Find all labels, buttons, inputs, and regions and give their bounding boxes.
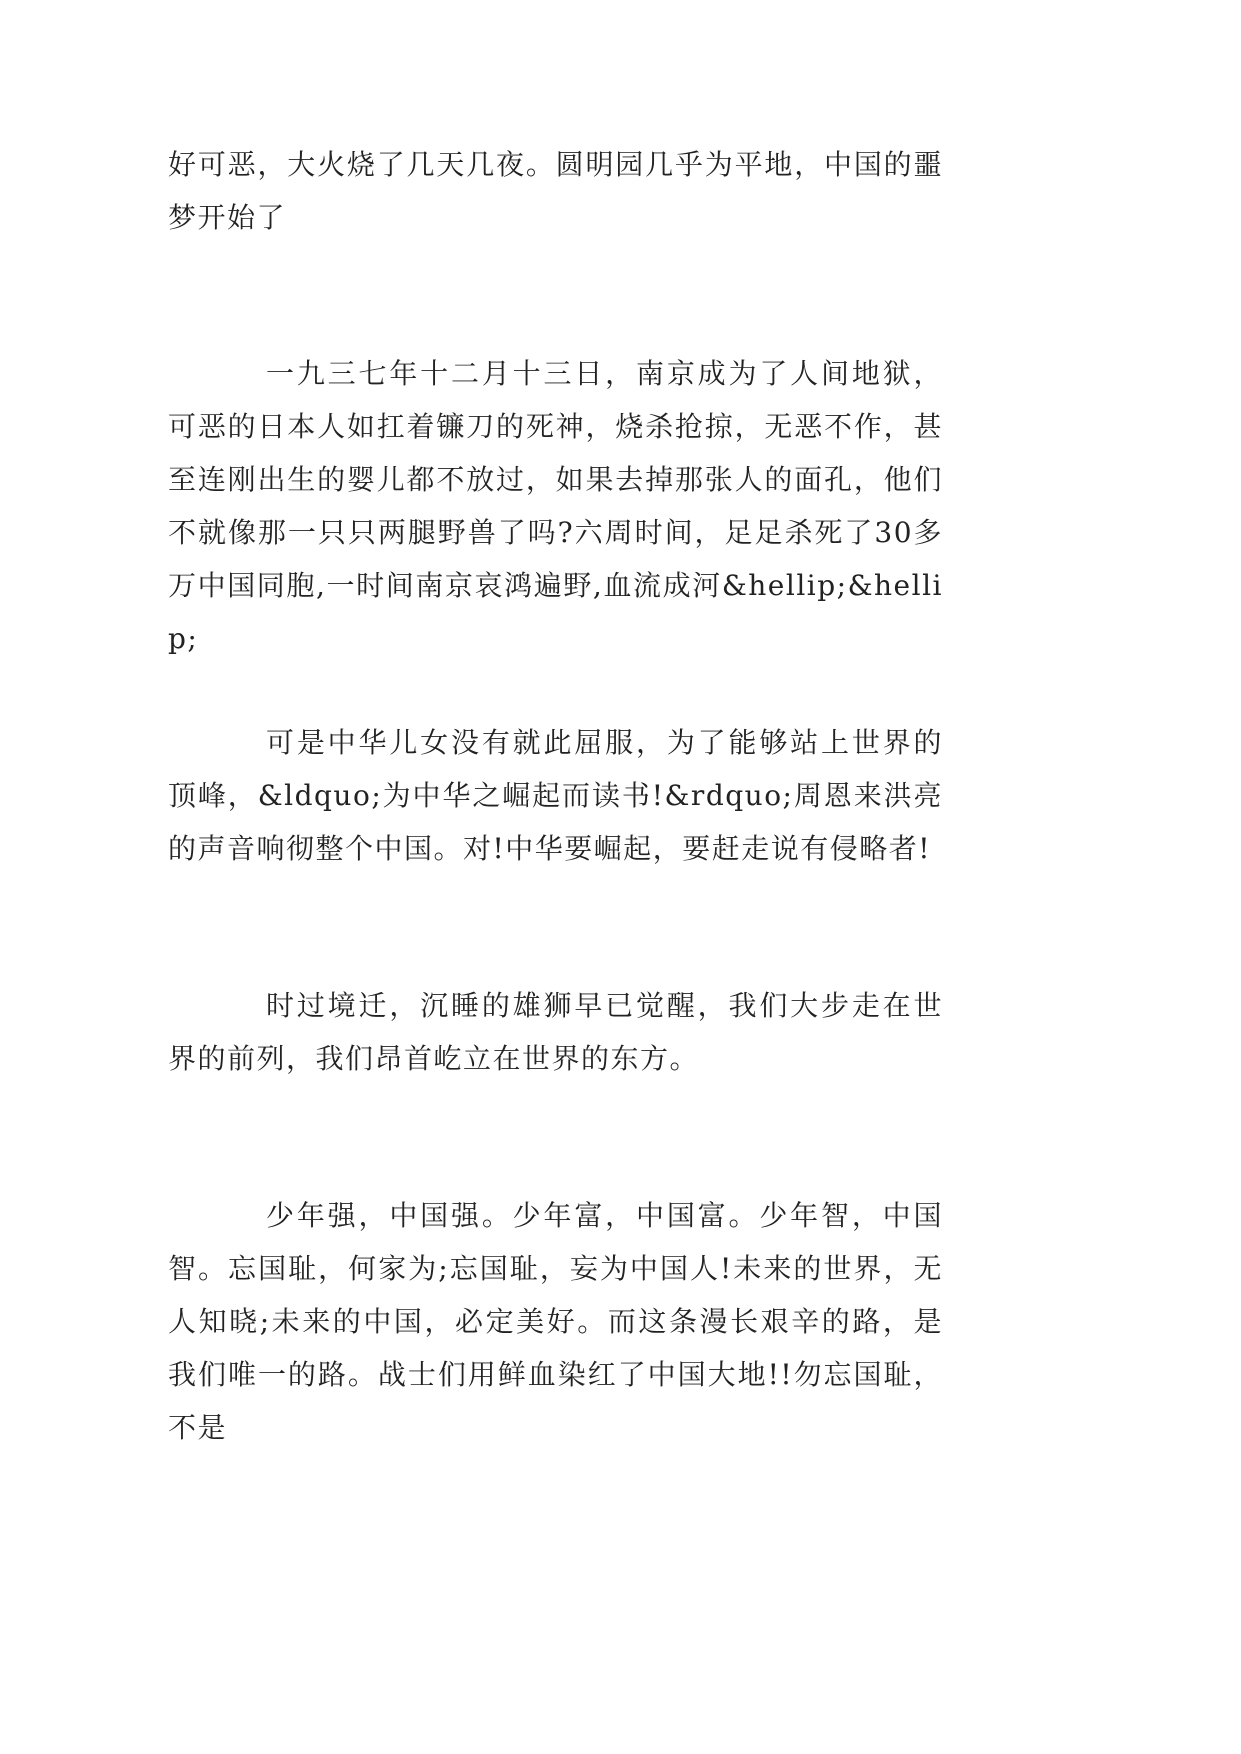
paragraph-4: 时过境迁，沉睡的雄狮早已觉醒，我们大步走在世界的前列，我们昂首屹立在世界的东方。: [168, 989, 943, 1075]
paragraph-2: 一九三七年十二月十三日，南京成为了人间地狱，可恶的日本人如扛着镰刀的死神，烧杀抢掠，无恶不作，甚至连刚出生的婴儿都不放过，如果去掉那张人的面孔，他们不就像那一只只两腿野兽了吗?六周时间，足足杀死了30多万中国同胞,一时间南京哀鸿遍野,血流成河&hellip;&hellip;: [168, 357, 943, 655]
paragraph-1: 好可恶，大火烧了几天几夜。圆明园几乎为平地，中国的噩梦开始了: [168, 148, 943, 234]
paragraph-3: 可是中华儿女没有就此屈服，为了能够站上世界的顶峰，&ldquo;为中华之崛起而读书!&rdquo;周恩来洪亮的声音响彻整个中国。对!中华要崛起，要赶走说有侵略者!: [168, 726, 943, 865]
paragraph-5: 少年强，中国强。少年富，中国富。少年智，中国智。忘国耻，何家为;忘国耻，妄为中国人!未来的世界，无人知晓;未来的中国，必定美好。而这条漫长艰辛的路，是我们唯一的路。战士们用鲜血染红了中国大地!!勿忘国耻，不是: [168, 1199, 943, 1444]
